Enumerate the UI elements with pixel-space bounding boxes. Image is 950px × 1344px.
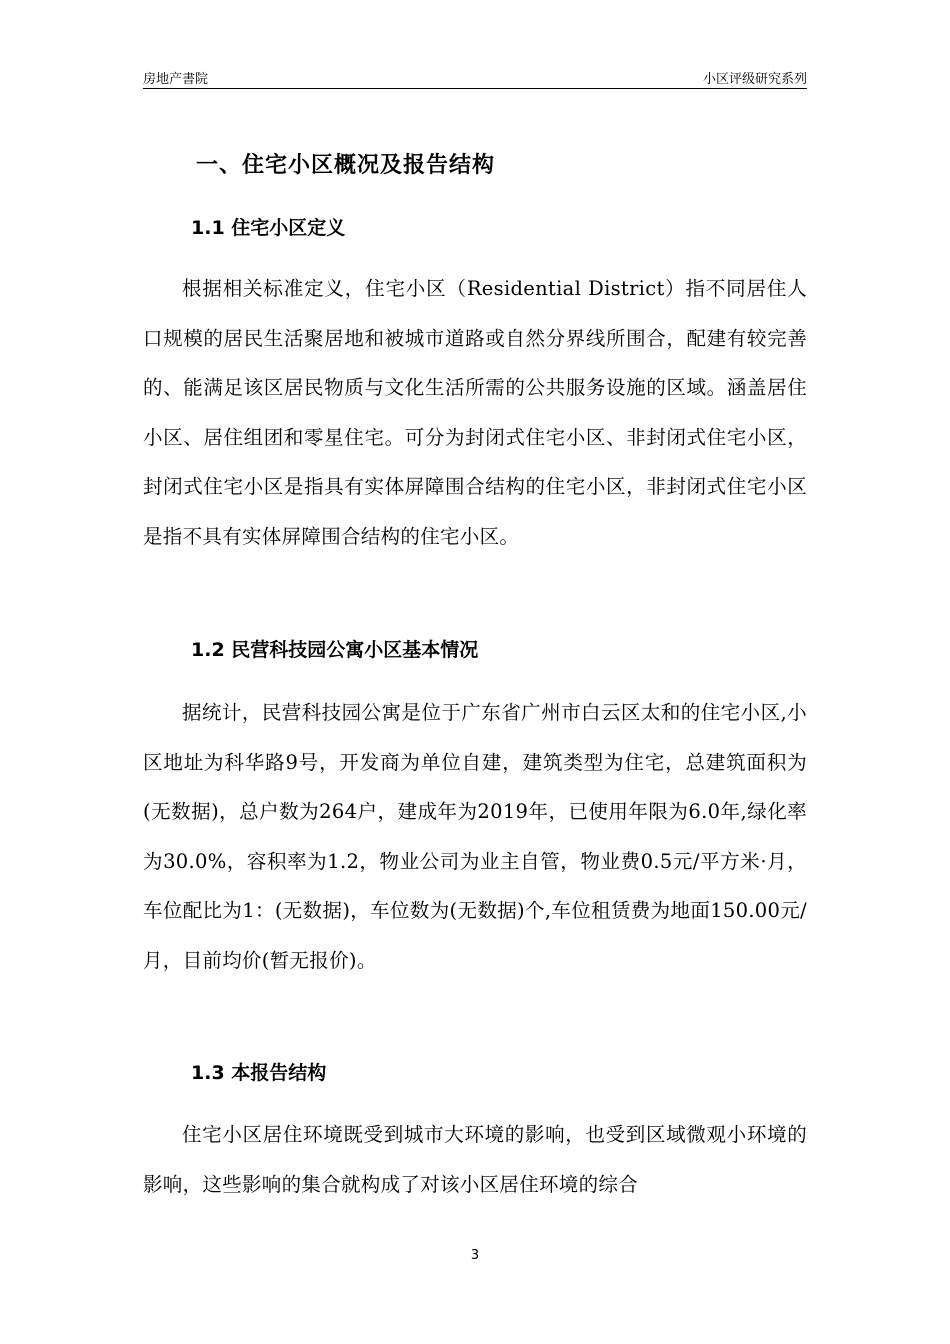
chapter-title: 一、住宅小区概况及报告结构 [196,153,496,178]
header-publisher: 房地产書院 [143,72,209,87]
section-paragraph-1-1: 根据相关标准定义，住宅小区（Residential District）指不同居住人口规模的居民生活聚居地和被城市道路或自然分界线所围合，配建有较完善的、能满足该区居民物质与文化生活所需的公共服务设施的区域。涵盖居住小区、居住组团和零星住宅。可分为封闭式住宅小区、非封闭式住宅小区，封闭式住宅小区是指具有实体屏障围合结构的住宅小区，非封闭式住宅小区是指不具有实体屏障围合结构的住宅小区。 [143,277,807,548]
section-heading-1-3: 1.3 本报告结构 [191,1062,327,1084]
section-paragraph-1-2: 据统计，民营科技园公寓是位于广东省广州市白云区太和的住宅小区,小区地址为科华路9号，开发商为单位自建，建筑类型为住宅，总建筑面积为(无数据)，总户数为264户，建成年为2019年，已使用年限为6.0年,绿化率为30.0%，容积率为1.2，物业公司为业主自管，物业费0.5元/平方米·月，车位配比为1：(无数据)，车位数为(无数据)个,车位租赁费为地面150.00元/月，目前均价(暂无报价)。 [143,701,807,972]
page-number: 3 [470,1248,480,1263]
header-series-title: 小区评级研究系列 [702,72,807,87]
section-paragraph-1-3: 住宅小区居住环境既受到城市大环境的影响，也受到区域微观小环境的影响，这些影响的集合就构成了对该小区居住环境的综合 [143,1123,807,1196]
section-heading-1-2: 1.2 民营科技园公寓小区基本情况 [191,639,479,661]
page-header [143,66,807,89]
section-heading-1-1: 1.1 住宅小区定义 [191,217,346,239]
